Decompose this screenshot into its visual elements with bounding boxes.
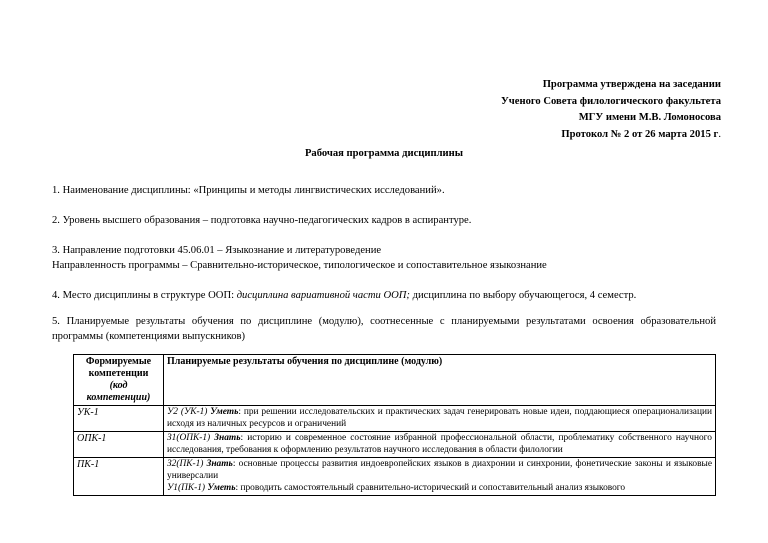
table-row bbox=[74, 458, 716, 496]
table-row bbox=[74, 432, 716, 458]
result-colon: : bbox=[232, 459, 236, 470]
result-label: З2(ПК-1) bbox=[167, 459, 207, 470]
result-colon: : bbox=[238, 407, 241, 417]
header-competency-code: (код компетенции) bbox=[86, 380, 151, 403]
result-keyword: Знать bbox=[206, 459, 233, 470]
result-label: У2 (УК-1) bbox=[167, 407, 211, 417]
competency-result bbox=[164, 458, 716, 496]
item-3-focus: Направленность программы – Сравнительно-историческое, типологическое и сопоставительное языкознание bbox=[52, 260, 547, 271]
competency-result bbox=[164, 406, 716, 432]
protocol-text: Протокол № 2 от 26 марта 2015 г bbox=[561, 128, 719, 140]
item-5-outcomes: 5. Планируемые результаты обучения по дисциплине (модулю), соотнесенные с планируемыми результатами освоения образовательной программы (компетенциями выпускников) bbox=[52, 316, 716, 342]
item-3-direction: 3. Направление подготовки 45.06.01 – Языкознание и литературоведение bbox=[52, 245, 382, 256]
approval-line-3: МГУ имени М.В. Ломоносова bbox=[578, 112, 721, 123]
table-row bbox=[74, 406, 716, 432]
document-title: Рабочая программа дисциплины bbox=[304, 148, 464, 159]
approval-block bbox=[501, 77, 721, 143]
result-label: У1(ПК-1) bbox=[167, 482, 208, 493]
protocol-period: . bbox=[718, 128, 721, 140]
item-1-discipline-name: 1. Наименование дисциплины: «Принципы и методы лингвистических исследований». bbox=[52, 185, 445, 196]
competency-code: УК-1 bbox=[74, 406, 164, 432]
item-4-italic: дисциплина вариативной части ООП; bbox=[236, 290, 410, 301]
approval-line-4 bbox=[501, 127, 721, 144]
header-planned-results: Планируемые результаты обучения по дисциплине (модулю) bbox=[164, 355, 716, 406]
header-competencies-title: Формируемые компетенции bbox=[85, 356, 152, 379]
result-keyword: Уметь bbox=[207, 482, 236, 493]
item-2-education-level: 2. Уровень высшего образования – подготовка научно-педагогических кадров в аспирантуре. bbox=[52, 215, 472, 226]
table-header-row bbox=[74, 355, 716, 406]
result-label: З1(ОПК-1) bbox=[167, 433, 215, 444]
result-text: при решении исследовательских и практических задач генерировать новые идеи, поддающиеся операционализации исходя из наличных ресурсов и ограничений bbox=[167, 407, 712, 429]
item-4-placement bbox=[52, 288, 716, 303]
approval-line-1: Программа утверждена на заседании bbox=[542, 79, 721, 90]
result-colon: : bbox=[240, 433, 244, 444]
result-text: историю и современное состояние избранной профессиональной области, проблематику собственного научного исследования, требования к оформлению результатов научного исследования в области филологии bbox=[167, 433, 712, 455]
result-colon: : bbox=[235, 482, 239, 493]
competency-code: ПК-1 bbox=[74, 458, 164, 496]
competency-result bbox=[164, 432, 716, 458]
approval-line-2: Ученого Совета филологического факультета bbox=[501, 95, 721, 107]
result-keyword: Уметь bbox=[210, 407, 239, 417]
result-text: проводить самостоятельный сравнительно-исторический и сопоставительный анализ языкового bbox=[238, 482, 626, 493]
item-4-suffix: дисциплина по выбору обучающегося, 4 семестр. bbox=[409, 290, 637, 301]
result-text: основные процессы развития индоевропейских языков в диахронии и синхронии, фонетические законы и языковые универсалии bbox=[167, 459, 713, 481]
header-competencies bbox=[74, 355, 164, 406]
item-4-prefix: 4. Место дисциплины в структуре ООП: bbox=[52, 290, 237, 301]
competency-code: ОПК-1 bbox=[74, 432, 164, 458]
result-keyword: Знать bbox=[214, 433, 241, 444]
competencies-table bbox=[73, 354, 716, 496]
